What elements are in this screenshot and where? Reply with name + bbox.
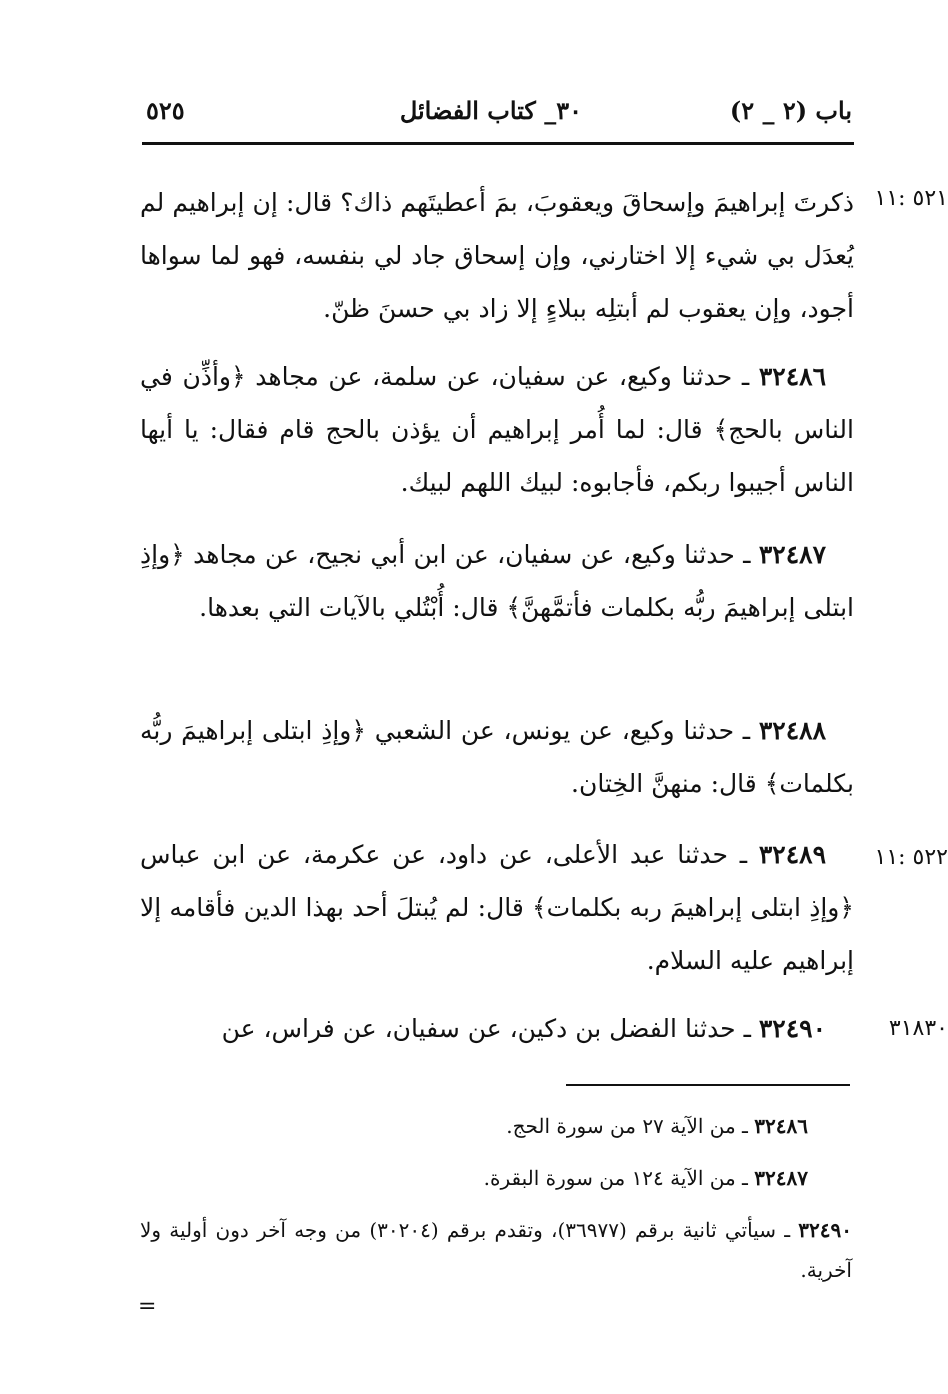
hadith-number: ٣٢٤٨٧ [758, 540, 826, 569]
footnote-32487 [140, 1158, 808, 1198]
footnote-text: ـ من الآية ٢٧ من سورة الحج. [506, 1114, 755, 1138]
hadith-32489 [140, 828, 854, 987]
margin-ref-2: ٥٢٢ :١١ [874, 845, 948, 870]
paragraph-continued [140, 176, 854, 335]
paragraph-text: ذكرتَ إبراهيمَ وإسحاقَ ويعقوبَ، بمَ أعطيتَهم ذاك؟ قال: إن إبراهيم لم يُعدَل بي شيء إلا اختارني، وإن إسحاق جاد لي بنفسه، فهو لما سواها أجود، وإن يعقوب لم أبتلِه ببلاءٍ إلا زاد بي حسنَ ظنّ. [140, 188, 854, 323]
hadith-text: ـ حدثنا عبد الأعلى، عن داود، عن عكرمة، عن ابن عباس ﴿وإذِ ابتلى إبراهيمَ ربه بكلمات﴾ قال: لم يُبتلَ أحد بهذا الدين فأقامه إلا إبراهيم عليه السلام. [140, 840, 854, 975]
hadith-32487 [140, 528, 854, 634]
hadith-text: ـ حدثنا وكيع، عن يونس، عن الشعبي ﴿وإذِ ابتلى إبراهيمَ ربُّه بكلمات﴾ قال: منهنَّ الخِتان. [140, 716, 854, 798]
continuation-mark: = [138, 1294, 157, 1319]
hadith-32490 [140, 1002, 854, 1055]
chapter-heading: باب (٢ _ ٢) [729, 96, 852, 125]
header-rule [142, 142, 854, 145]
hadith-number: ٣٢٤٨٩ [758, 840, 826, 869]
hadith-text: ـ حدثنا الفضل بن دكين، عن سفيان، عن فراس، عن [221, 1014, 759, 1043]
footnote-number: ٣٢٤٩٠ [798, 1218, 853, 1242]
margin-ref-3: ٣١٨٣٠ [888, 1016, 948, 1041]
hadith-text: ـ حدثنا وكيع، عن سفيان، عن سلمة، عن مجاهد ﴿وأذِّن في الناس بالحج﴾ قال: لما أُمر إبراهيم أن يؤذن بالحج قام فقال: يا أيها الناس أجيبوا ربكم، فأجابوه: لبيك اللهم لبيك. [140, 362, 854, 497]
footnote-text: ـ سيأتي ثانية برقم (٣٦٩٧٧)، وتقدم برقم (٣٠٢٠٤) من وجه آخر دون أولية ولا آخرية. [140, 1218, 852, 1282]
footnote-number: ٣٢٤٨٧ [754, 1166, 808, 1190]
hadith-32486 [140, 350, 854, 509]
footnote-32486 [140, 1106, 808, 1146]
footnote-text: ـ من الآية ١٢٤ من سورة البقرة. [483, 1166, 755, 1190]
hadith-32488 [140, 704, 854, 810]
book-title: ٣٠_ كتاب الفضائل [399, 96, 582, 125]
running-header [140, 96, 852, 136]
footnote-32490 [140, 1210, 852, 1290]
footnote-rule [566, 1084, 850, 1086]
hadith-number: ٣٢٤٨٨ [758, 716, 826, 745]
page-number: ٥٢٥ [146, 96, 185, 125]
hadith-number: ٣٢٤٨٦ [758, 362, 826, 391]
hadith-text: ـ حدثنا وكيع، عن سفيان، عن ابن أبي نجيح، عن مجاهد ﴿وإذِ ابتلى إبراهيمَ ربُّه بكلمات فأتمَّهنَّ﴾ قال: أُبْتُلي بالآيات التي بعدها. [140, 540, 854, 622]
hadith-number: ٣٢٤٩٠ [758, 1014, 826, 1043]
footnote-number: ٣٢٤٨٦ [754, 1114, 808, 1138]
margin-ref-1: ٥٢١ :١١ [874, 186, 948, 211]
